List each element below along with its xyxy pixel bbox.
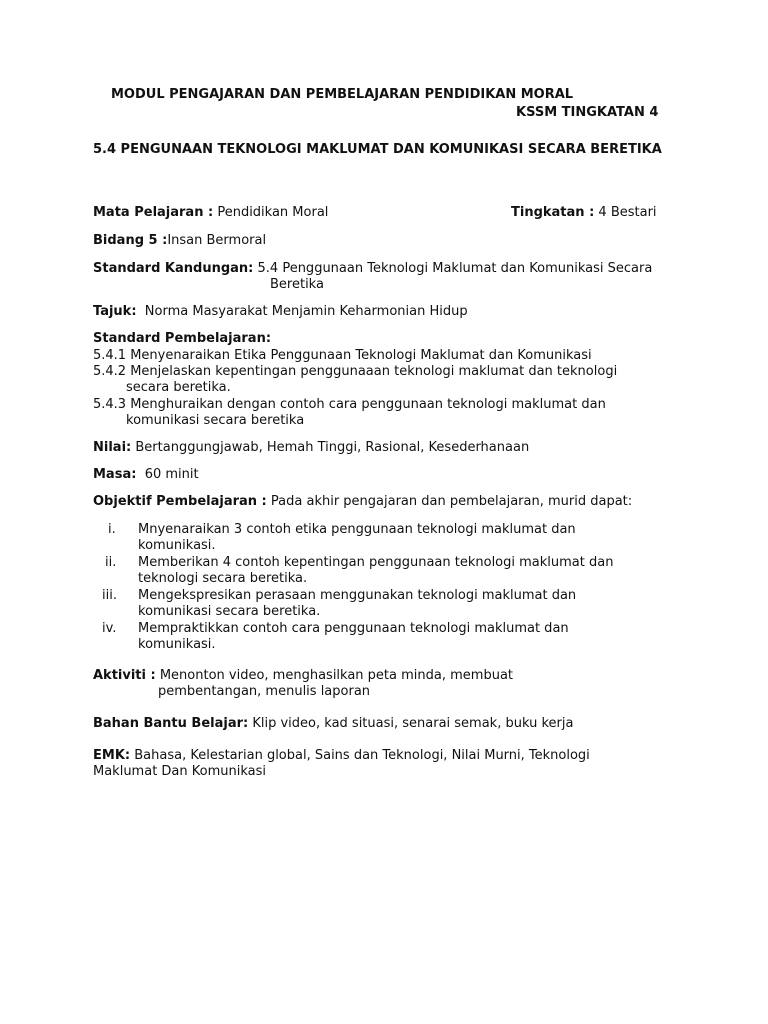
area-label: Bidang 5 : [93, 233, 168, 248]
activity-value: Menonton video, menghasilkan peta minda, membuat [159, 668, 514, 683]
materials-label: Bahan Bantu Belajar: [93, 716, 249, 731]
learning-standard-1: 5.4.1 Menyenaraikan Etika Penggunaan Teknologi Maklumat dan Komunikasi [93, 348, 592, 363]
objective-value: Pada akhir pengajaran dan pembelajaran, murid dapat: [270, 494, 633, 509]
activity-value-cont: pembentangan, menulis laporan [158, 684, 371, 699]
content-standard-label: Standard Kandungan: [93, 261, 254, 276]
learning-standard-3: 5.4.3 Menghuraikan dengan contoh cara penggunaan teknologi maklumat dan [93, 397, 606, 412]
topic-heading: 5.4 PENGUNAAN TEKNOLOGI MAKLUMAT DAN KOMUNIKASI SECARA BERETIKA [93, 142, 662, 157]
module-title: MODUL PENGAJARAN DAN PEMBELAJARAN PENDIDIKAN MORAL [111, 87, 574, 102]
objective-4-text: Mempraktikkan contoh cara penggunaan teknologi maklumat dan [138, 621, 569, 636]
form-label: Tingkatan : [511, 205, 595, 220]
learning-standard-3-cont: komunikasi secara beretika [126, 413, 305, 428]
activity-label: Aktiviti : [93, 668, 156, 683]
title-label: Tajuk: [93, 304, 137, 319]
learning-standard-2-cont: secara beretika. [126, 380, 231, 395]
objective-4-text-cont: komunikasi. [138, 637, 216, 652]
objective-row [93, 494, 632, 510]
title-value: Norma Masyarakat Menjamin Keharmonian Hidup [144, 304, 468, 319]
content-standard-value-cont: Beretika [270, 277, 324, 292]
emk-value-cont: Maklumat Dan Komunikasi [93, 764, 267, 779]
values-value: Bertanggungjawab, Hemah Tinggi, Rasional, Kesederhanaan [135, 440, 530, 455]
subject-row [93, 205, 328, 221]
objective-4-number: iv. [102, 621, 117, 636]
values-row [93, 440, 529, 456]
learning-standard-label: Standard Pembelajaran: [93, 331, 272, 346]
objective-2-text-cont: teknologi secara beretika. [138, 571, 308, 586]
form-row [511, 205, 657, 221]
emk-value: Bahasa, Kelestarian global, Sains dan Teknologi, Nilai Murni, Teknologi [134, 748, 590, 763]
objective-1-text-cont: komunikasi. [138, 538, 216, 553]
area-value: Insan Bermoral [167, 233, 267, 248]
title-row [93, 304, 468, 320]
objective-1-text: Mnyenaraikan 3 contoh etika penggunaan teknologi maklumat dan [138, 522, 576, 537]
time-row [93, 467, 199, 483]
materials-row [93, 716, 573, 732]
subject-label: Mata Pelajaran : [93, 205, 214, 220]
objective-2-number: ii. [105, 555, 117, 570]
objective-3-text: Mengekspresikan perasaan menggunakan teknologi maklumat dan [138, 588, 577, 603]
objective-2-text: Memberikan 4 contoh kepentingan penggunaan teknologi maklumat dan [138, 555, 614, 570]
emk-row [93, 748, 590, 764]
content-standard-row [93, 261, 652, 277]
area-row [93, 233, 266, 249]
time-value: 60 minit [144, 467, 199, 482]
activity-row [93, 668, 513, 684]
objective-3-text-cont: komunikasi secara beretika. [138, 604, 321, 619]
form-title: KSSM TINGKATAN 4 [516, 105, 659, 120]
materials-value: Klip video, kad situasi, senarai semak, buku kerja [252, 716, 574, 731]
subject-value: Pendidikan Moral [217, 205, 329, 220]
emk-label: EMK: [93, 748, 131, 763]
values-label: Nilai: [93, 440, 132, 455]
learning-standard-2: 5.4.2 Menjelaskan kepentingan penggunaaan teknologi maklumat dan teknologi [93, 364, 618, 379]
objective-label: Objektif Pembelajaran : [93, 494, 267, 509]
time-label: Masa: [93, 467, 137, 482]
objective-3-number: iii. [102, 588, 117, 603]
objective-1-number: i. [108, 522, 116, 537]
content-standard-value: 5.4 Penggunaan Teknologi Maklumat dan Komunikasi Secara [257, 261, 653, 276]
form-value: 4 Bestari [598, 205, 657, 220]
